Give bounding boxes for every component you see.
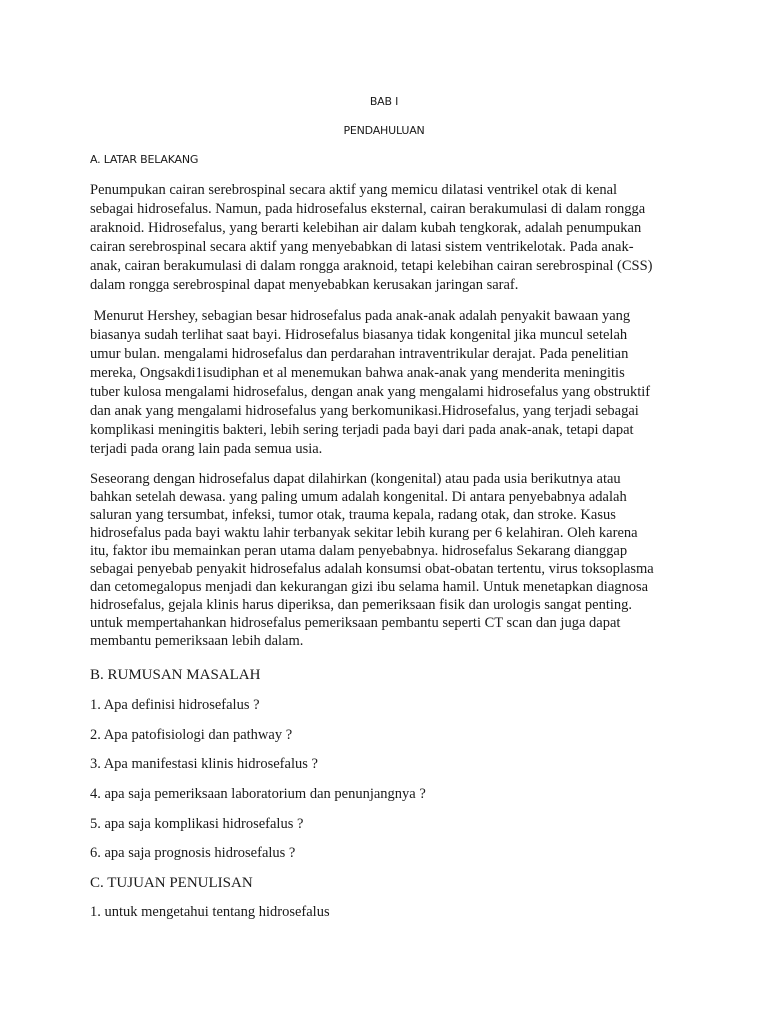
paragraph-line: biasanya sudah terlihat saat bayi. Hidrosefalus biasanya tidak kongenital jika muncul setelah [90, 327, 628, 343]
paragraph-line: terjadi pada orang lain pada semua usia. [90, 441, 323, 457]
paragraph-line: araknoid. Hidrosefalus, yang berarti kelebihan air dalam kubah tengkorak, adalah penumpukan [90, 220, 642, 236]
paragraph-line: dan cetomegalopus menjadi dan kekurangan gizi ibu selama hamil. Untuk menetapkan diagnosa [90, 579, 649, 595]
paragraph-3 [90, 470, 690, 650]
paragraph-line: bahkan setelah dewasa. yang paling umum adalah kongenital. Di antara penyebabnya adalah [90, 489, 627, 505]
section-c-heading: C. TUJUAN PENULISAN [90, 875, 253, 891]
paragraph-line: mereka, Ongsakdi1isudiphan et al menemukan bahwa anak-anak yang menderita meningitis [90, 365, 625, 381]
paragraph-line: sebagai penyebab penyakit hidrosefalus adalah konsumsi obat-obatan tertentu, virus toksoplasma [90, 561, 654, 577]
paragraph-line: Seseorang dengan hidrosefalus dapat dilahirkan (kongenital) atau pada usia berikutnya atau [90, 471, 621, 487]
list-item: 4. apa saja pemeriksaan laboratorium dan penunjangnya ? [90, 786, 426, 802]
paragraph-line: tuber kulosa mengalami hidrosefalus, dengan anak yang mengalami hidrosefalus yang obstruktif [90, 384, 651, 400]
paragraph-line: dalam rongga serebrospinal dapat menyebabkan kerusakan jaringan saraf. [90, 277, 519, 293]
paragraph-line: komplikasi meningitis bakteri, lebih sering terjadi pada bayi dari pada anak-anak, tetapi dapat [90, 422, 634, 438]
paragraph-line: itu, faktor ibu memainkan peran utama dalam penyebabnya. hidrosefalus Sekarang dianggap [90, 543, 628, 559]
paragraph-line: untuk mempertahankan hidrosefalus pemeriksaan pembantu seperti CT scan dan juga dapat [90, 615, 621, 631]
paragraph-1 [90, 181, 690, 295]
paragraph-line: Menurut Hershey, sebagian besar hidrosefalus pada anak-anak adalah penyakit bawaan yang [90, 308, 631, 324]
paragraph-line: cairan serebrospinal secara aktif yang menyebabkan di latasi sistem ventrikelotak. Pada anak- [90, 239, 634, 255]
section-b-heading: B. RUMUSAN MASALAH [90, 667, 261, 683]
chapter-title: PENDAHULUAN [343, 124, 425, 137]
list-item: 5. apa saja komplikasi hidrosefalus ? [90, 816, 304, 832]
paragraph-2 [90, 307, 690, 459]
chapter-label: BAB I [369, 95, 399, 108]
paragraph-line: sebagai hidrosefalus. Namun, pada hidrosefalus eksternal, cairan berakumulasi di dalam rongga [90, 201, 646, 217]
paragraph-line: Penumpukan cairan serebrospinal secara aktif yang memicu dilatasi ventrikel otak di kenal [90, 182, 618, 198]
paragraph-line: hidrosefalus pada bayi waktu lahir terbanyak sekitar lebih kurang per 6 kelahiran. Oleh karena [90, 525, 638, 541]
paragraph-line: hidrosefalus, gejala klinis harus diperiksa, dan pemeriksaan fisik dan urologis sangat penting. [90, 597, 633, 613]
paragraph-line: umur bulan. mengalami hidrosefalus dan perdarahan intraventrikular derajat. Pada penelitian [90, 346, 629, 362]
section-a-heading: A. LATAR BELAKANG [90, 153, 199, 166]
paragraph-line: membantu pemeriksaan lebih dalam. [90, 633, 304, 649]
paragraph-line: anak, cairan berakumulasi di dalam rongga araknoid, tetapi kelebihan cairan serebrospinal (CSS) [90, 258, 653, 274]
list-item: 1. untuk mengetahui tentang hidrosefalus [90, 904, 330, 920]
list-item: 1. Apa definisi hidrosefalus ? [90, 697, 260, 713]
paragraph-line: dan anak yang mengalami hidrosefalus yang berkomunikasi.Hidrosefalus, yang terjadi sebagai [90, 403, 639, 419]
paragraph-line: saluran yang tersumbat, infeksi, tumor otak, trauma kepala, radang otak, dan stroke. Kasus [90, 507, 616, 523]
list-item: 6. apa saja prognosis hidrosefalus ? [90, 845, 296, 861]
list-item: 3. Apa manifestasi klinis hidrosefalus ? [90, 756, 318, 772]
list-item: 2. Apa patofisiologi dan pathway ? [90, 727, 293, 743]
